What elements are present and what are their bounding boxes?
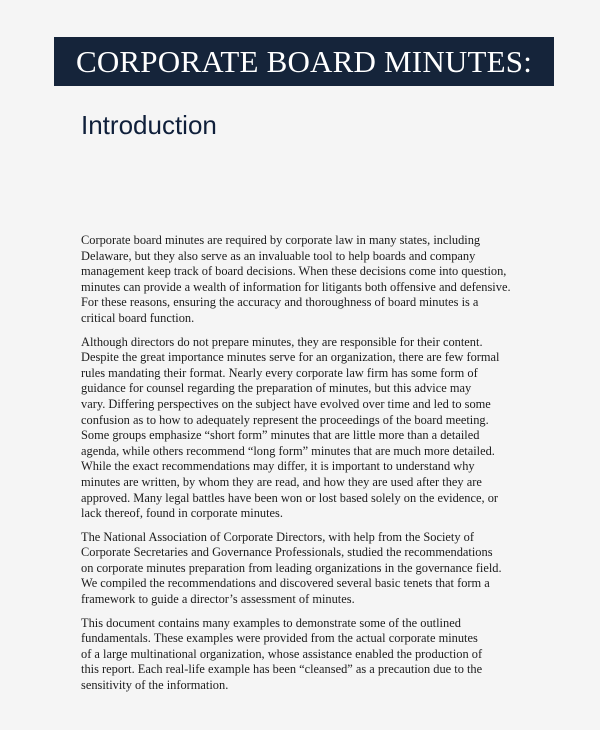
- text-line: minutes can provide a wealth of information for litigants both offensive and defensive.: [81, 279, 511, 294]
- text-line: minutes are written, by whom they are read, and how they are used after they are: [81, 474, 482, 489]
- text-line: rules mandating their format. Nearly every corporate law firm has some form of: [81, 365, 478, 380]
- text-line: agenda, while others recommend “long form” minutes that are much more detailed.: [81, 443, 495, 458]
- text-line: Some groups emphasize “short form” minutes that are little more than a detailed: [81, 428, 480, 443]
- text-line: Corporate Secretaries and Governance Professionals, studied the recommendations: [81, 545, 493, 560]
- text-line: this report. Each real-life example has been “cleansed” as a precaution due to the: [81, 662, 483, 677]
- text-line: critical board function.: [81, 310, 195, 325]
- text-line: on corporate minutes preparation from leading organizations in the governance field.: [81, 560, 502, 575]
- text-line: framework to guide a director’s assessment of minutes.: [81, 592, 355, 607]
- text-line: lack thereof, found in corporate minutes.: [81, 506, 283, 521]
- paragraph-2: [81, 335, 551, 522]
- paragraph-3: [81, 530, 551, 608]
- text-line: sensitivity of the information.: [81, 678, 229, 693]
- text-line: The National Association of Corporate Directors, with help from the Society of: [81, 529, 474, 544]
- text-line: For these reasons, ensuring the accuracy and thoroughness of board minutes is a: [81, 295, 479, 310]
- paragraph-1: [81, 233, 551, 327]
- section-heading: Introduction: [81, 110, 217, 140]
- text-line: of a large multinational organization, whose assistance enabled the production of: [81, 646, 483, 661]
- text-line: Corporate board minutes are required by corporate law in many states, including: [81, 233, 481, 247]
- title-banner: [54, 37, 554, 86]
- text-line: Delaware, but they also serve as an invaluable tool to help boards and company: [81, 248, 476, 263]
- text-line: guidance for counsel regarding the preparation of minutes, but this advice may: [81, 381, 472, 396]
- paragraph-4: [81, 616, 551, 694]
- text-line: Although directors do not prepare minutes, they are responsible for their content.: [81, 334, 483, 349]
- text-line: approved. Many legal battles have been won or lost based solely on the evidence, or: [81, 490, 499, 505]
- text-line: While the exact recommendations may differ, it is important to understand why: [81, 459, 475, 474]
- text-line: Despite the great importance minutes serve for an organization, there are few formal: [81, 350, 500, 365]
- text-line: vary. Differing perspectives on the subject have evolved over time and led to some: [81, 396, 491, 411]
- text-line: management keep track of board decisions. When these decisions come into question,: [81, 264, 507, 279]
- text-line: We compiled the recommendations and discovered several basic tenets that form a: [81, 576, 490, 591]
- document-title: CORPORATE BOARD MINUTES:: [75, 43, 533, 79]
- text-line: fundamentals. These examples were provided from the actual corporate minutes: [81, 631, 478, 646]
- body-text: [81, 233, 551, 702]
- text-line: confusion as to how to adequately represent the proceedings of the board meeting.: [81, 412, 489, 427]
- text-line: This document contains many examples to demonstrate some of the outlined: [81, 615, 461, 630]
